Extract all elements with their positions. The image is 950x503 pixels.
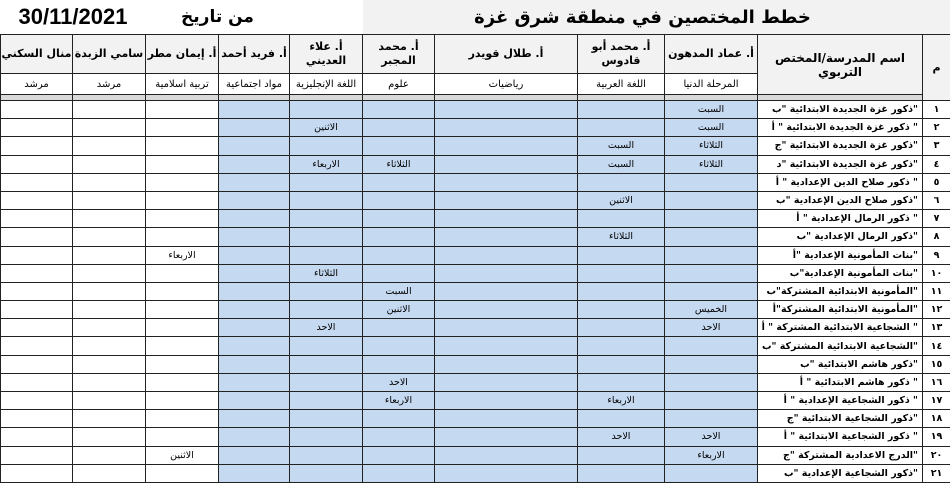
specialist-name-6: أ. طلال قويدر [435, 35, 578, 74]
specialist-subject-1: مرشد [73, 74, 146, 95]
school-name: الشجاعية الابتدائية المشتركة " أ " [758, 319, 923, 337]
row-number: ١٨ [923, 410, 950, 428]
schedule-cell[interactable]: الاربعاء [665, 446, 758, 464]
schedule-cell[interactable] [363, 119, 435, 137]
schedule-cell[interactable]: الثلاثاء [665, 155, 758, 173]
schedule-cell[interactable]: الاحد [578, 428, 665, 446]
page-title: خطط المختصين في منطقة شرق غزة [363, 0, 923, 35]
schedule-cell[interactable] [1, 464, 73, 482]
schedule-cell[interactable] [665, 410, 758, 428]
schedule-cell[interactable] [219, 410, 290, 428]
schedule-cell[interactable] [665, 373, 758, 391]
schedule-cell[interactable] [73, 355, 146, 373]
schedule-cell[interactable] [363, 101, 435, 119]
schedule-cell[interactable] [290, 228, 363, 246]
school-name: ذكور الشجاعية الابتدائية "ج" [758, 410, 923, 428]
schedule-cell[interactable] [73, 319, 146, 337]
schedule-cell[interactable] [146, 101, 219, 119]
schedule-cell[interactable] [146, 119, 219, 137]
schedule-cell[interactable] [363, 191, 435, 209]
table-row [1, 319, 950, 337]
specialist-name-0: منال السكني [1, 35, 73, 74]
schedule-cell[interactable] [290, 137, 363, 155]
schedule-cell[interactable] [1, 355, 73, 373]
table-row [1, 446, 950, 464]
schedule-cell[interactable] [146, 173, 219, 191]
table-row [1, 410, 950, 428]
specialist-name-3: أ. فريد أحمد [219, 35, 290, 74]
schedule-cell[interactable] [363, 337, 435, 355]
schedule-cell[interactable]: الاحد [290, 319, 363, 337]
table-row [1, 337, 950, 355]
schedule-cell[interactable] [665, 337, 758, 355]
schedule-cell[interactable] [435, 155, 578, 173]
schedule-cell[interactable]: الاربعاء [146, 246, 219, 264]
schedule-cell[interactable] [578, 101, 665, 119]
schedule-cell[interactable] [363, 246, 435, 264]
schedule-cell[interactable] [435, 264, 578, 282]
schedule-cell[interactable] [578, 173, 665, 191]
schedule-cell[interactable]: الثلاثاء [363, 155, 435, 173]
schedule-cell[interactable] [146, 282, 219, 300]
schedule-cell[interactable] [290, 464, 363, 482]
schedule-cell[interactable] [290, 173, 363, 191]
schedule-cell[interactable] [73, 337, 146, 355]
schedule-cell[interactable] [1, 246, 73, 264]
school-name: ذكور الشجاعية الابتدائية " أ " [758, 428, 923, 446]
schedule-cell[interactable] [435, 246, 578, 264]
schedule-cell[interactable] [73, 191, 146, 209]
row-number: ١٦ [923, 373, 950, 391]
schedule-cell[interactable] [73, 392, 146, 410]
row-number: ١٤ [923, 337, 950, 355]
table-row [1, 355, 950, 373]
schedule-cell[interactable] [146, 210, 219, 228]
schedule-cell[interactable] [363, 264, 435, 282]
schedule-cell[interactable]: الاحد [363, 373, 435, 391]
row-number: ٤ [923, 155, 950, 173]
schedule-cell[interactable] [146, 373, 219, 391]
title-row [1, 0, 950, 35]
table-row [1, 155, 950, 173]
school-name: ذكور الشجاعية الإعدادية "ب" [758, 464, 923, 482]
schedule-cell[interactable] [578, 373, 665, 391]
schedule-cell[interactable] [219, 464, 290, 482]
school-name: المأمونية الابتدائية المشتركة"أ" [758, 301, 923, 319]
schedule-cell[interactable]: الاثنين [290, 119, 363, 137]
schedule-cell[interactable] [73, 264, 146, 282]
table-row [1, 191, 950, 209]
schedule-cell[interactable] [219, 301, 290, 319]
row-number: ١ [923, 101, 950, 119]
schedule-cell[interactable] [665, 191, 758, 209]
schedule-cell[interactable] [1, 282, 73, 300]
row-number: ٨ [923, 228, 950, 246]
schedule-cell[interactable] [665, 392, 758, 410]
schedule-cell[interactable] [146, 410, 219, 428]
schedule-cell[interactable] [435, 101, 578, 119]
schedule-cell[interactable] [665, 355, 758, 373]
schedule-cell[interactable] [290, 446, 363, 464]
specialist-subject-5: علوم [363, 74, 435, 95]
schedule-cell[interactable] [1, 155, 73, 173]
schedule-cell[interactable] [435, 173, 578, 191]
schedule-cell[interactable] [73, 210, 146, 228]
schedule-cell[interactable] [73, 101, 146, 119]
schedule-cell[interactable] [290, 373, 363, 391]
schedule-cell[interactable] [435, 355, 578, 373]
schedule-cell[interactable] [1, 373, 73, 391]
schedule-cell[interactable]: الثلاثاء [578, 228, 665, 246]
table-row [1, 246, 950, 264]
school-name: الشجاعية الابتدائية المشتركة "ب" [758, 337, 923, 355]
specialist-subject-4: اللغة الإنجليزية [290, 74, 363, 95]
schedule-cell[interactable] [219, 264, 290, 282]
schedule-cell[interactable] [665, 210, 758, 228]
schedule-cell[interactable]: الاحد [665, 319, 758, 337]
row-number: ٢١ [923, 464, 950, 482]
schedule-cell[interactable] [73, 173, 146, 191]
schedule-cell[interactable] [146, 355, 219, 373]
table-row [1, 264, 950, 282]
schedule-cell[interactable] [665, 246, 758, 264]
from-date-label: من تاريخ [181, 7, 254, 27]
table-row [1, 392, 950, 410]
schedule-cell[interactable] [290, 355, 363, 373]
schedule-cell[interactable] [290, 301, 363, 319]
schedule-cell[interactable] [146, 155, 219, 173]
schedule-cell[interactable] [219, 428, 290, 446]
schedule-cell[interactable] [1, 101, 73, 119]
schedule-cell[interactable] [219, 355, 290, 373]
schedule-cell[interactable] [1, 228, 73, 246]
schedule-cell[interactable] [290, 210, 363, 228]
schedule-cell[interactable]: الاثنين [578, 191, 665, 209]
school-name: بنات المأمونية الإعدادية"ب" [758, 264, 923, 282]
row-number: ٣ [923, 137, 950, 155]
table-row [1, 173, 950, 191]
schedule-cell[interactable] [435, 337, 578, 355]
schedule-cell[interactable]: السبت [665, 101, 758, 119]
schedule-cell[interactable] [73, 301, 146, 319]
table-row [1, 119, 950, 137]
school-name: ذكور هاشم الابتدائية " أ " [758, 373, 923, 391]
schedule-cell[interactable] [435, 228, 578, 246]
schedule-cell[interactable]: الاثنين [363, 301, 435, 319]
report-date: 30/11/2021 [18, 4, 128, 29]
schedule-cell[interactable] [363, 210, 435, 228]
schedule-cell[interactable] [665, 282, 758, 300]
schedule-cell[interactable] [1, 301, 73, 319]
row-number: ٢ [923, 119, 950, 137]
schedule-cell[interactable] [363, 319, 435, 337]
schedule-cell[interactable] [219, 173, 290, 191]
schedule-cell[interactable] [578, 410, 665, 428]
school-name: ذكور غزة الجديدة الابتدائية "د" [758, 155, 923, 173]
specialist-name-7: أ. محمد أبو قادوس [578, 35, 665, 74]
school-name: ذكور الرمال الإعدادية " أ " [758, 210, 923, 228]
schedule-cell[interactable] [1, 137, 73, 155]
school-name: الدرج الاعدادية المشتركة "ج" [758, 446, 923, 464]
schedule-cell[interactable]: الثلاثاء [290, 264, 363, 282]
table-row [1, 228, 950, 246]
schedule-cell[interactable] [578, 119, 665, 137]
schedule-cell[interactable] [578, 301, 665, 319]
specialist-name-2: أ. إيمان مطر [146, 35, 219, 74]
schedule-cell[interactable] [146, 228, 219, 246]
schedule-cell[interactable] [73, 246, 146, 264]
schedule-cell[interactable] [363, 173, 435, 191]
schedule-cell[interactable] [219, 246, 290, 264]
schedule-cell[interactable] [219, 137, 290, 155]
schedule-cell[interactable] [578, 355, 665, 373]
schedule-cell[interactable] [146, 464, 219, 482]
schedule-cell[interactable] [219, 373, 290, 391]
schedule-cell[interactable] [290, 101, 363, 119]
school-name: ذكور غزة الجديدة الابتدائية "ب" [758, 101, 923, 119]
row-number: ٦ [923, 191, 950, 209]
schedule-cell[interactable] [363, 428, 435, 446]
schedule-cell[interactable] [1, 319, 73, 337]
schedule-cell[interactable] [146, 428, 219, 446]
table-row [1, 210, 950, 228]
schedule-cell[interactable] [363, 137, 435, 155]
row-number: ١٠ [923, 264, 950, 282]
schedule-cell[interactable] [73, 428, 146, 446]
schedule-cell[interactable] [290, 282, 363, 300]
schedule-cell[interactable] [73, 282, 146, 300]
schedule-cell[interactable] [219, 446, 290, 464]
schedule-cell[interactable] [290, 410, 363, 428]
schedule-cell[interactable] [219, 210, 290, 228]
schedule-cell[interactable] [578, 282, 665, 300]
schedule-cell[interactable] [73, 410, 146, 428]
table-row [1, 464, 950, 482]
school-name: ذكور غزة الجديدة الابتدائية " أ " [758, 119, 923, 137]
row-number: ٧ [923, 210, 950, 228]
schedule-cell[interactable] [363, 464, 435, 482]
schedule-cell[interactable] [1, 392, 73, 410]
schedule-cell[interactable] [435, 137, 578, 155]
schedule-cell[interactable] [290, 246, 363, 264]
schedule-cell[interactable]: الاربعاء [363, 392, 435, 410]
schedule-cell[interactable] [219, 319, 290, 337]
table-row [1, 137, 950, 155]
schedule-cell[interactable] [435, 210, 578, 228]
schedule-cell[interactable] [73, 373, 146, 391]
row-number: ٩ [923, 246, 950, 264]
schedule-cell[interactable] [363, 446, 435, 464]
schedule-cell[interactable] [73, 446, 146, 464]
schedule-cell[interactable] [1, 410, 73, 428]
schedule-cell[interactable] [578, 319, 665, 337]
specialist-subject-7: اللغة العربية [578, 74, 665, 95]
schedule-cell[interactable]: الاثنين [146, 446, 219, 464]
schedule-cell[interactable] [1, 264, 73, 282]
schedule-cell[interactable]: السبت [665, 119, 758, 137]
schedule-cell[interactable] [435, 301, 578, 319]
schedule-cell[interactable]: الخميس [665, 301, 758, 319]
schedule-cell[interactable] [219, 101, 290, 119]
schedule-cell[interactable] [1, 428, 73, 446]
school-name: ذكور هاشم الابتدائية "ب" [758, 355, 923, 373]
specialist-name-8: أ. عماد المدهون [665, 35, 758, 74]
schedule-cell[interactable]: الاربعاء [290, 155, 363, 173]
school-name: ذكور صلاح الدين الإعدادية " أ " [758, 173, 923, 191]
table-row [1, 373, 950, 391]
schedule-cell[interactable] [219, 155, 290, 173]
schedule-cell[interactable] [435, 410, 578, 428]
schedule-cell[interactable] [578, 246, 665, 264]
schedule-cell[interactable] [1, 173, 73, 191]
schedule-cell[interactable] [146, 137, 219, 155]
schedule-cell[interactable] [219, 337, 290, 355]
specialist-subject-8: المرحلة الدنيا [665, 74, 758, 95]
specialist-subject-6: رياضيات [435, 74, 578, 95]
schedule-cell[interactable] [146, 191, 219, 209]
schedule-cell[interactable]: الاربعاء [578, 392, 665, 410]
schedule-cell[interactable] [290, 428, 363, 446]
schedule-cell[interactable] [219, 282, 290, 300]
schedule-cell[interactable] [665, 464, 758, 482]
schedule-cell[interactable] [146, 301, 219, 319]
schedule-cell[interactable] [1, 119, 73, 137]
schedule-cell[interactable] [1, 210, 73, 228]
schedule-cell[interactable]: الاحد [665, 428, 758, 446]
schedule-cell[interactable] [435, 282, 578, 300]
table-row [1, 301, 950, 319]
schedule-cell[interactable] [578, 446, 665, 464]
school-name: ذكور الرمال الإعدادية "ب" [758, 228, 923, 246]
schedule-cell[interactable] [578, 464, 665, 482]
schedule-cell[interactable] [363, 228, 435, 246]
school-name: ذكور الشجاعية الإعدادية " أ " [758, 392, 923, 410]
schedule-cell[interactable] [73, 464, 146, 482]
schedule-cell[interactable] [435, 119, 578, 137]
specialist-subject-0: مرشد [1, 74, 73, 95]
school-column-header: اسم المدرسة/المختص التربوي [758, 35, 923, 95]
schedule-cell[interactable] [435, 392, 578, 410]
row-number: ١٧ [923, 392, 950, 410]
schedule-cell[interactable]: السبت [578, 155, 665, 173]
row-number: ١٢ [923, 301, 950, 319]
header-row [1, 35, 950, 74]
schedule-cell[interactable] [363, 410, 435, 428]
schedule-cell[interactable] [73, 119, 146, 137]
row-number: ١١ [923, 282, 950, 300]
schedule-cell[interactable]: السبت [363, 282, 435, 300]
schedule-cell[interactable] [146, 319, 219, 337]
row-number: ١٩ [923, 428, 950, 446]
schedule-cell[interactable] [146, 264, 219, 282]
schedule-cell[interactable] [435, 464, 578, 482]
row-number: ٢٠ [923, 446, 950, 464]
schedule-cell[interactable] [290, 337, 363, 355]
table-row [1, 282, 950, 300]
schedule-cell[interactable] [435, 373, 578, 391]
specialist-name-5: أ. محمد المجبر [363, 35, 435, 74]
schedule-cell[interactable] [219, 228, 290, 246]
row-number: ١٥ [923, 355, 950, 373]
schedule-cell[interactable] [1, 191, 73, 209]
schedule-cell[interactable] [219, 392, 290, 410]
schedule-cell[interactable] [146, 337, 219, 355]
schedule-cell[interactable]: الثلاثاء [665, 137, 758, 155]
schedule-cell[interactable] [1, 337, 73, 355]
school-name: بنات المأمونية الإعدادية "أ" [758, 246, 923, 264]
schedule-cell[interactable] [290, 191, 363, 209]
schedule-cell[interactable] [435, 319, 578, 337]
schedule-cell[interactable] [219, 119, 290, 137]
schedule-cell[interactable] [73, 228, 146, 246]
schedule-cell[interactable] [435, 191, 578, 209]
schedule-cell[interactable] [146, 392, 219, 410]
schedule-cell[interactable] [1, 446, 73, 464]
schedule-cell[interactable] [73, 137, 146, 155]
schedule-cell[interactable] [665, 228, 758, 246]
specialist-name-4: أ. علاء العديني [290, 35, 363, 74]
schedule-cell[interactable] [578, 337, 665, 355]
schedule-cell[interactable] [578, 264, 665, 282]
specialist-subject-2: تربية اسلامية [146, 74, 219, 95]
school-name: ذكور صلاح الدين الإعدادية "ب" [758, 191, 923, 209]
schedule-cell[interactable] [219, 191, 290, 209]
specialist-subject-3: مواد اجتماعية [219, 74, 290, 95]
schedule-cell[interactable] [290, 392, 363, 410]
schedule-cell[interactable] [435, 446, 578, 464]
schedule-cell[interactable] [665, 264, 758, 282]
schedule-cell[interactable] [665, 173, 758, 191]
school-name: ذكور غزة الجديدة الابتدائية "ج" [758, 137, 923, 155]
schedule-cell[interactable]: السبت [578, 137, 665, 155]
schedule-cell[interactable] [73, 155, 146, 173]
schedule-cell[interactable] [578, 210, 665, 228]
table-row [1, 428, 950, 446]
row-number: ٥ [923, 173, 950, 191]
specialist-name-1: سامي الزبدة [73, 35, 146, 74]
row-number: ١٣ [923, 319, 950, 337]
schedule-cell[interactable] [435, 428, 578, 446]
number-column-header: م [923, 35, 950, 101]
table-row [1, 101, 950, 119]
school-name: المأمونية الابتدائية المشتركة"ب" [758, 282, 923, 300]
schedule-cell[interactable] [363, 355, 435, 373]
